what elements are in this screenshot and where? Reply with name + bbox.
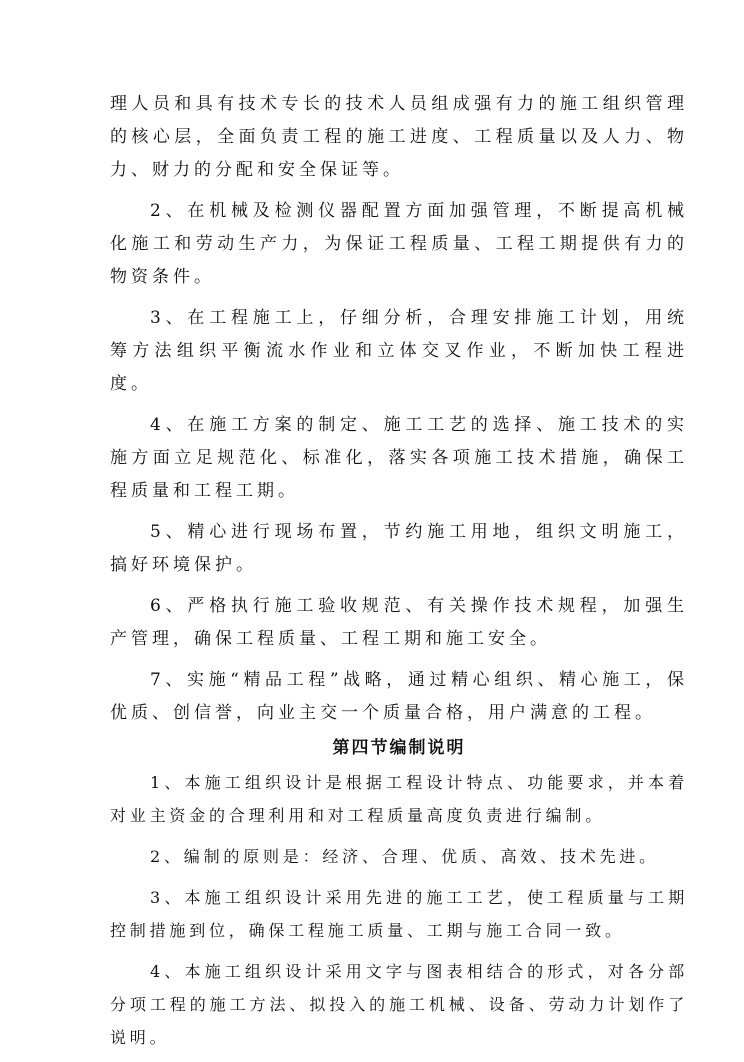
- paragraph-continuation: 理人员和具有技术专长的技术人员组成强有力的施工组织管理的核心层，全面负责工程的施工进度、工程质量以及人力、物力、财力的分配和安全保证等。: [110, 94, 688, 180]
- paragraph-note-3: 3、本施工组织设计采用先进的施工工艺，使工程质量与工期控制措施到位，确保工程施工质量、工期与施工合同一致。: [110, 888, 688, 940]
- paragraph-item-2: 2、在机械及检测仪器配置方面加强管理，不断提高机械化施工和劳动生产力，为保证工程质量、工程工期提供有力的物资条件。: [110, 201, 688, 287]
- document-body: [110, 88, 688, 1062]
- paragraph-item-6: 6、严格执行施工验收规范、有关操作技术规程，加强生产管理，确保工程质量、工程工期和施工安全。: [110, 596, 688, 649]
- paragraph-item-7: 7、实施“精品工程”战略，通过精心组织、精心施工，保优质、创信誉，向业主交一个质量合格，用户满意的工程。: [110, 670, 688, 723]
- paragraph-note-4: 4、本施工组织设计采用文字与图表相结合的形式，对各分部分项工程的施工方法、拟投入的施工机械、设备、劳动力计划作了说明。: [110, 962, 688, 1047]
- paragraph-note-1: 1、本施工组织设计是根据工程设计特点、功能要求，并本着对业主资金的合理利用和对工程质量高度负责进行编制。: [110, 773, 688, 825]
- paragraph-item-3: 3、在工程施工上，仔细分析，合理安排施工计划，用统筹方法组织平衡流水作业和立体交叉作业，不断加快工程进度。: [110, 308, 688, 394]
- paragraph-note-2: 2、编制的原则是：经济、合理、优质、高效、技术先进。: [150, 847, 659, 866]
- paragraph-item-4: 4、在施工方案的制定、施工工艺的选择、施工技术的实施方面立足规范化、标准化，落实各项施工技术措施，确保工程质量和工程工期。: [110, 415, 688, 501]
- paragraph-item-5: 5、精心进行现场布置，节约施工用地，组织文明施工，搞好环境保护。: [110, 522, 688, 575]
- section-heading: 第四节编制说明: [332, 738, 466, 758]
